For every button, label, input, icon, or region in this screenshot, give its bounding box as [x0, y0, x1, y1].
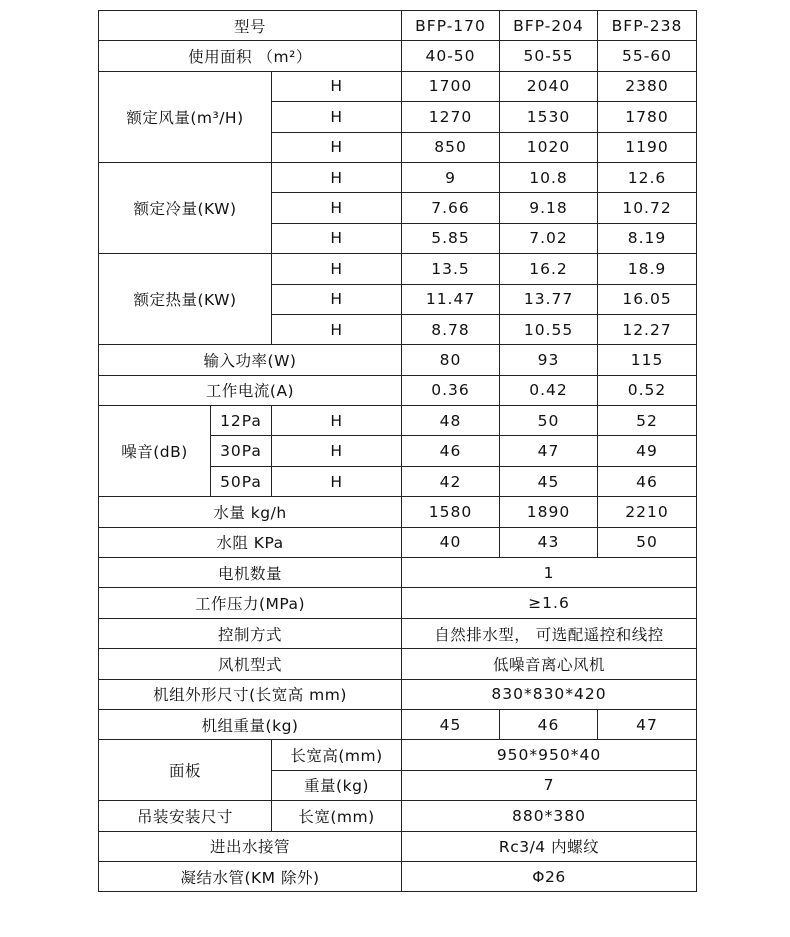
heating-value: 11.47 [402, 284, 500, 314]
row-water-resistance [99, 527, 697, 557]
row-noise [99, 406, 697, 436]
motor-count-value: 1 [402, 558, 697, 588]
noise-value: 42 [402, 466, 500, 496]
speed-cell: H [272, 436, 402, 466]
noise-value: 46 [598, 466, 697, 496]
model-name: BFP-204 [500, 11, 598, 41]
model-label: 型号 [99, 11, 402, 41]
speed-cell: H [272, 314, 402, 344]
power-value: 115 [598, 345, 697, 375]
unit-weight-value: 47 [598, 709, 697, 739]
row-control [99, 618, 697, 648]
speed-cell: H [272, 102, 402, 132]
cooling-value: 7.02 [500, 223, 598, 253]
current-value: 0.42 [500, 375, 598, 405]
current-value: 0.52 [598, 375, 697, 405]
unit-size-label: 机组外形尺寸(长宽高 mm) [99, 679, 402, 709]
water-resistance-value: 50 [598, 527, 697, 557]
area-value: 50-55 [500, 41, 598, 71]
row-fan-type [99, 649, 697, 679]
panel-weight-value: 7 [402, 770, 697, 800]
row-water-flow [99, 497, 697, 527]
model-name: BFP-170 [402, 11, 500, 41]
noise-label: 噪音(dB) [99, 406, 211, 497]
row-heating [99, 254, 697, 284]
heating-value: 16.2 [500, 254, 598, 284]
row-area [99, 41, 697, 71]
heating-value: 16.05 [598, 284, 697, 314]
water-flow-label: 水量 kg/h [99, 497, 402, 527]
heating-value: 18.9 [598, 254, 697, 284]
row-unit-size [99, 679, 697, 709]
noise-pressure: 12Pa [211, 406, 272, 436]
airflow-value: 1530 [500, 102, 598, 132]
airflow-value: 2040 [500, 71, 598, 101]
condensate-label: 凝结水管(KM 除外) [99, 861, 402, 891]
spec-table [98, 10, 697, 892]
noise-pressure: 50Pa [211, 466, 272, 496]
water-flow-value: 1580 [402, 497, 500, 527]
condensate-value: Φ26 [402, 861, 697, 891]
current-value: 0.36 [402, 375, 500, 405]
water-resistance-label: 水阻 KPa [99, 527, 402, 557]
panel-label: 面板 [99, 740, 272, 801]
speed-cell: H [272, 466, 402, 496]
airflow-value: 850 [402, 132, 500, 162]
inlet-outlet-label: 进出水接管 [99, 831, 402, 861]
area-label: 使用面积 （m²） [99, 41, 402, 71]
cooling-value: 10.72 [598, 193, 697, 223]
control-value: 自然排水型， 可选配遥控和线控 [402, 618, 697, 648]
work-pressure-label: 工作压力(MPa) [99, 588, 402, 618]
panel-size-label: 长宽高(mm) [272, 740, 402, 770]
row-current [99, 375, 697, 405]
heating-value: 8.78 [402, 314, 500, 344]
speed-cell: H [272, 406, 402, 436]
noise-value: 47 [500, 436, 598, 466]
row-unit-weight [99, 709, 697, 739]
speed-cell: H [272, 284, 402, 314]
current-label: 工作电流(A) [99, 375, 402, 405]
speed-cell: H [272, 193, 402, 223]
fan-type-value: 低噪音离心风机 [402, 649, 697, 679]
heating-value: 13.5 [402, 254, 500, 284]
water-flow-value: 2210 [598, 497, 697, 527]
hanging-value: 880*380 [402, 801, 697, 831]
water-resistance-value: 43 [500, 527, 598, 557]
noise-value: 45 [500, 466, 598, 496]
unit-weight-value: 46 [500, 709, 598, 739]
row-inlet-outlet [99, 831, 697, 861]
cooling-value: 7.66 [402, 193, 500, 223]
airflow-value: 2380 [598, 71, 697, 101]
row-condensate [99, 861, 697, 891]
unit-weight-value: 45 [402, 709, 500, 739]
unit-weight-label: 机组重量(kg) [99, 709, 402, 739]
fan-type-label: 风机型式 [99, 649, 402, 679]
speed-cell: H [272, 71, 402, 101]
airflow-value: 1780 [598, 102, 697, 132]
row-hanging [99, 801, 697, 831]
heating-value: 13.77 [500, 284, 598, 314]
noise-value: 52 [598, 406, 697, 436]
row-motor-count [99, 558, 697, 588]
row-work-pressure [99, 588, 697, 618]
control-label: 控制方式 [99, 618, 402, 648]
area-value: 55-60 [598, 41, 697, 71]
power-label: 输入功率(W) [99, 345, 402, 375]
row-panel-size [99, 740, 697, 770]
airflow-label: 额定风量(m³/H) [99, 71, 272, 162]
cooling-value: 10.8 [500, 162, 598, 192]
area-value: 40-50 [402, 41, 500, 71]
cooling-value: 5.85 [402, 223, 500, 253]
motor-count-label: 电机数量 [99, 558, 402, 588]
airflow-value: 1700 [402, 71, 500, 101]
hanging-label: 吊装安装尺寸 [99, 801, 272, 831]
work-pressure-value: ≥1.6 [402, 588, 697, 618]
hanging-sub-label: 长宽(mm) [272, 801, 402, 831]
cooling-value: 12.6 [598, 162, 697, 192]
cooling-value: 9 [402, 162, 500, 192]
cooling-label: 额定冷量(KW) [99, 162, 272, 253]
cooling-value: 8.19 [598, 223, 697, 253]
speed-cell: H [272, 162, 402, 192]
airflow-value: 1190 [598, 132, 697, 162]
noise-value: 48 [402, 406, 500, 436]
power-value: 93 [500, 345, 598, 375]
heating-value: 12.27 [598, 314, 697, 344]
model-name: BFP-238 [598, 11, 697, 41]
water-resistance-value: 40 [402, 527, 500, 557]
speed-cell: H [272, 254, 402, 284]
unit-size-value: 830*830*420 [402, 679, 697, 709]
airflow-value: 1020 [500, 132, 598, 162]
row-cooling [99, 162, 697, 192]
noise-value: 49 [598, 436, 697, 466]
power-value: 80 [402, 345, 500, 375]
speed-cell: H [272, 223, 402, 253]
row-model [99, 11, 697, 41]
noise-pressure: 30Pa [211, 436, 272, 466]
speed-cell: H [272, 132, 402, 162]
row-airflow [99, 71, 697, 101]
row-power [99, 345, 697, 375]
heating-value: 10.55 [500, 314, 598, 344]
water-flow-value: 1890 [500, 497, 598, 527]
heating-label: 额定热量(KW) [99, 254, 272, 345]
airflow-value: 1270 [402, 102, 500, 132]
panel-weight-label: 重量(kg) [272, 770, 402, 800]
inlet-outlet-value: Rc3/4 内螺纹 [402, 831, 697, 861]
cooling-value: 9.18 [500, 193, 598, 223]
panel-size-value: 950*950*40 [402, 740, 697, 770]
noise-value: 46 [402, 436, 500, 466]
noise-value: 50 [500, 406, 598, 436]
